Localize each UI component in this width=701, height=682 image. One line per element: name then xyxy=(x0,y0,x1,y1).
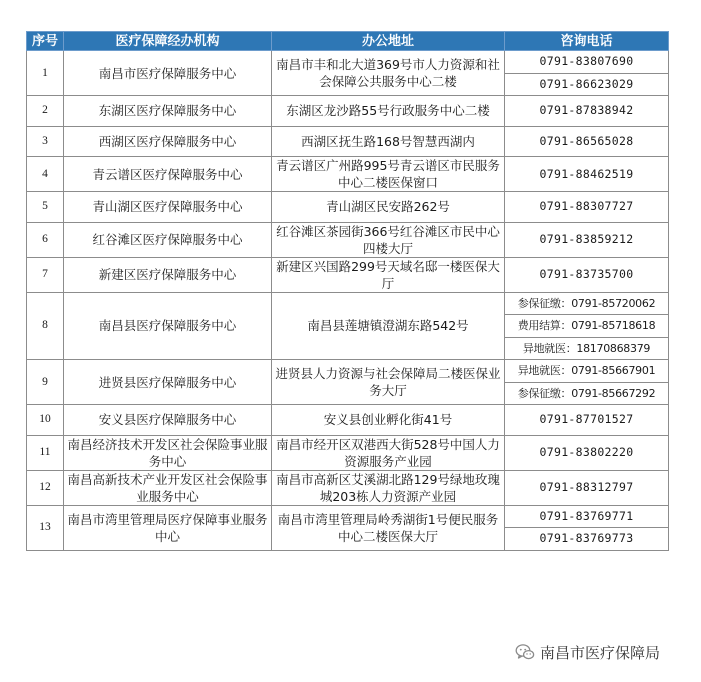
table-row xyxy=(27,292,669,315)
org-cell: 红谷滩区医疗保障服务中心 xyxy=(64,222,272,257)
phone-cell: 0791-86623029 xyxy=(505,73,669,96)
phone-cell: 0791-83769771 xyxy=(505,505,669,528)
table-header-row xyxy=(27,32,669,51)
address-cell: 进贤县人力资源与社会保障局二楼医保业务大厅 xyxy=(272,360,505,405)
phone-cell: 0791-87838942 xyxy=(505,96,669,127)
seq-cell: 13 xyxy=(27,505,64,550)
seq-cell: 1 xyxy=(27,51,64,96)
org-cell: 进贤县医疗保障服务中心 xyxy=(64,360,272,405)
table-row xyxy=(27,435,669,470)
address-cell: 南昌县莲塘镇澄湖东路542号 xyxy=(272,292,505,360)
phone-cell: 0791-87701527 xyxy=(505,405,669,436)
medical-insurance-office-table xyxy=(26,31,669,551)
phone-cell: 参保征缴：0791-85720062 xyxy=(505,292,669,315)
org-cell: 青云谱区医疗保障服务中心 xyxy=(64,157,272,192)
org-cell: 新建区医疗保障服务中心 xyxy=(64,257,272,292)
phone-cell: 0791-83769773 xyxy=(505,528,669,551)
address-cell: 青云谱区广州路995号青云谱区市民服务中心二楼医保窗口 xyxy=(272,157,505,192)
table-row xyxy=(27,360,669,383)
phone-cell: 0791-83859212 xyxy=(505,222,669,257)
org-cell: 南昌经济技术开发区社会保险事业服务中心 xyxy=(64,435,272,470)
seq-cell: 2 xyxy=(27,96,64,127)
header-seq: 序号 xyxy=(27,32,64,51)
seq-cell: 6 xyxy=(27,222,64,257)
org-cell: 东湖区医疗保障服务中心 xyxy=(64,96,272,127)
org-cell: 南昌市医疗保障服务中心 xyxy=(64,51,272,96)
seq-cell: 5 xyxy=(27,192,64,223)
phone-cell: 0791-88307727 xyxy=(505,192,669,223)
seq-cell: 7 xyxy=(27,257,64,292)
address-cell: 西湖区抚生路168号智慧西湖内 xyxy=(272,126,505,157)
table-body xyxy=(27,51,669,551)
org-cell: 南昌市湾里管理局医疗保障事业服务中心 xyxy=(64,505,272,550)
address-cell: 南昌市经开区双港西大街528号中国人力资源服务产业园 xyxy=(272,435,505,470)
seq-cell: 10 xyxy=(27,405,64,436)
address-cell: 东湖区龙沙路55号行政服务中心二楼 xyxy=(272,96,505,127)
phone-cell: 异地就医：18170868379 xyxy=(505,337,669,360)
header-address: 办公地址 xyxy=(272,32,505,51)
table-row xyxy=(27,470,669,505)
account-name: 南昌市医疗保障局 xyxy=(540,643,661,662)
phone-cell: 0791-86565028 xyxy=(505,126,669,157)
table-row xyxy=(27,157,669,192)
org-cell: 南昌县医疗保障服务中心 xyxy=(64,292,272,360)
address-cell: 青山湖区民安路262号 xyxy=(272,192,505,223)
org-cell: 西湖区医疗保障服务中心 xyxy=(64,126,272,157)
address-cell: 新建区兴国路299号天域名邸一楼医保大厅 xyxy=(272,257,505,292)
phone-cell: 参保征缴：0791-85667292 xyxy=(505,382,669,405)
table-row xyxy=(27,51,669,74)
phone-cell: 0791-83802220 xyxy=(505,435,669,470)
address-cell: 南昌市湾里管理局岭秀湖街1号便民服务中心二楼医保大厅 xyxy=(272,505,505,550)
address-cell: 南昌市丰和北大道369号市人力资源和社会保障公共服务中心二楼 xyxy=(272,51,505,96)
phone-cell: 费用结算：0791-85718618 xyxy=(505,315,669,338)
wechat-icon xyxy=(515,642,535,662)
table-row xyxy=(27,126,669,157)
table-row xyxy=(27,405,669,436)
table-row xyxy=(27,222,669,257)
header-phone: 咨询电话 xyxy=(505,32,669,51)
phone-cell: 0791-83735700 xyxy=(505,257,669,292)
org-cell: 安义县医疗保障服务中心 xyxy=(64,405,272,436)
seq-cell: 3 xyxy=(27,126,64,157)
seq-cell: 12 xyxy=(27,470,64,505)
table-row xyxy=(27,257,669,292)
phone-cell: 0791-88462519 xyxy=(505,157,669,192)
phone-cell: 异地就医：0791-85667901 xyxy=(505,360,669,383)
wechat-account-footer xyxy=(515,642,660,662)
table-row xyxy=(27,96,669,127)
org-cell: 青山湖区医疗保障服务中心 xyxy=(64,192,272,223)
address-cell: 红谷滩区茶园街366号红谷滩区市民中心四楼大厅 xyxy=(272,222,505,257)
seq-cell: 4 xyxy=(27,157,64,192)
table-row xyxy=(27,192,669,223)
phone-cell: 0791-88312797 xyxy=(505,470,669,505)
seq-cell: 8 xyxy=(27,292,64,360)
org-cell: 南昌高新技术产业开发区社会保险事业服务中心 xyxy=(64,470,272,505)
table-row xyxy=(27,505,669,528)
seq-cell: 11 xyxy=(27,435,64,470)
address-cell: 南昌市高新区艾溪湖北路129号绿地玫瑰城203栋人力资源产业园 xyxy=(272,470,505,505)
seq-cell: 9 xyxy=(27,360,64,405)
phone-cell: 0791-83807690 xyxy=(505,51,669,74)
address-cell: 安义县创业孵化街41号 xyxy=(272,405,505,436)
header-org: 医疗保障经办机构 xyxy=(64,32,272,51)
